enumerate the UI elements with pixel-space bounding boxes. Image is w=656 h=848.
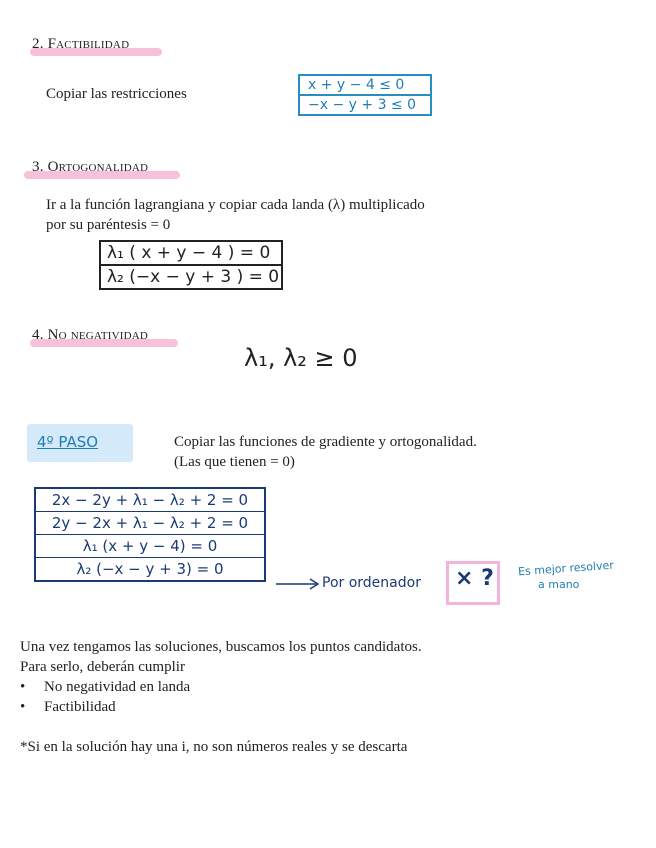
- bullet-item-1: [20, 677, 190, 697]
- system-eq-3: λ₁ (x + y − 4) = 0: [36, 535, 264, 558]
- question-box: [446, 561, 500, 605]
- step-4-instruction-2: (Las que tienen = 0): [174, 454, 295, 470]
- step-4-badge: [27, 424, 133, 462]
- bullet-text-1: No negatividad en landa: [44, 679, 191, 695]
- orthogonality-eq-2: λ₂ (−x − y + 3 ) = 0: [107, 267, 280, 287]
- section-3-instruction-2: por su paréntesis = 0: [46, 217, 171, 233]
- step-4-instruction-1: Copiar las funciones de gradiente y ortogonalidad.: [174, 434, 477, 450]
- constraint-2: −x − y + 3 ≤ 0: [308, 97, 417, 113]
- side-note-1: Es mejor resolver: [517, 558, 615, 579]
- section-3-instruction-1: Ir a la función lagrangiana y copiar cada landa (λ) multiplicado: [46, 197, 425, 213]
- orthogonality-box: [99, 240, 283, 290]
- section-4-title: 4. No negatividad: [32, 327, 149, 343]
- system-eq-2: 2y − 2x + λ₁ − λ₂ + 2 = 0: [36, 512, 264, 535]
- side-note-2: a mano: [538, 578, 580, 591]
- constraint-1: x + y − 4 ≤ 0: [300, 76, 430, 96]
- non-negativity-expression: λ₁, λ₂ ≥ 0: [244, 344, 358, 372]
- arrow-icon: [274, 574, 322, 590]
- conclusion-line-2: Para serlo, deberán cumplir: [20, 659, 185, 675]
- orthogonality-eq-1: λ₁ ( x + y − 4 ) = 0: [101, 242, 281, 266]
- conclusion-line-1: Una vez tengamos las soluciones, buscamos los puntos candidatos.: [20, 639, 422, 655]
- bullet-text-2: Factibilidad: [44, 699, 116, 715]
- bullet-item-2: [20, 697, 116, 717]
- step-4-badge-label: 4º PASO: [37, 433, 99, 451]
- bullet-icon: •: [20, 699, 26, 715]
- section-2-instruction: Copiar las restricciones: [46, 86, 187, 102]
- computer-note: Por ordenador: [322, 575, 421, 591]
- system-eq-4: λ₂ (−x − y + 3) = 0: [76, 560, 224, 578]
- question-mark-icon: × ?: [455, 566, 494, 591]
- constraints-box: [298, 74, 432, 116]
- bullet-icon: •: [20, 679, 26, 695]
- equation-system-box: [34, 487, 266, 582]
- footnote: *Si en la solución hay una i, no son números reales y se descarta: [20, 739, 408, 755]
- system-eq-1: 2x − 2y + λ₁ − λ₂ + 2 = 0: [36, 489, 264, 512]
- section-2-title: 2. Factibilidad: [32, 36, 130, 52]
- section-3-title: 3. Ortogonalidad: [32, 159, 149, 175]
